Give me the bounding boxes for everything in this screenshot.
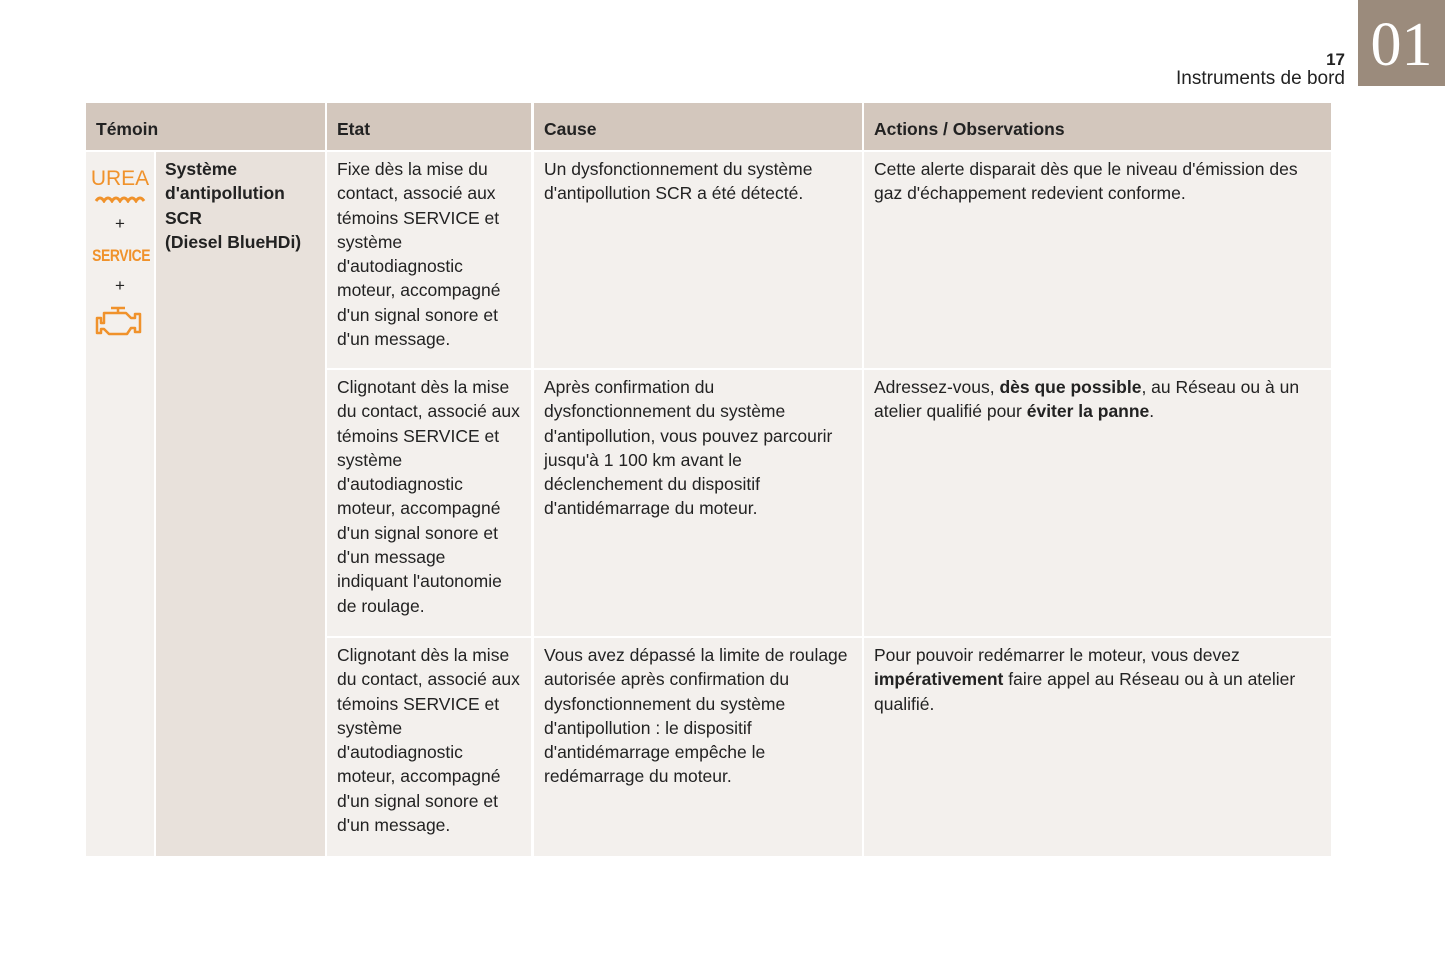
col-header-actions: Actions / Observations	[864, 103, 1331, 150]
action-text: dès que possible	[999, 377, 1142, 397]
page-number: 17	[1326, 50, 1345, 69]
cell-actions	[864, 638, 1331, 856]
plus-sign: +	[115, 214, 125, 233]
col-header-cause: Cause	[534, 103, 862, 150]
action-text: éviter la panne	[1026, 401, 1150, 422]
plus-sign: +	[115, 276, 125, 295]
action-text: , au Réseau ou à un atelier qualifié pour	[874, 377, 1300, 422]
system-line: d'antipollution	[165, 183, 285, 204]
action-text: Cette alerte disparait dès que le niveau d'émission des gaz d'échappement redevient conforme.	[874, 159, 1298, 204]
cell-etat: Fixe dès la mise du contact, associé aux témoins SERVICE et système d'autodiagnostic moteur, accompagné d'un signal sonore et d'un message.	[327, 152, 531, 368]
cell-actions	[864, 370, 1331, 636]
urea-icon: UREA	[90, 167, 150, 190]
chapter-tab: 01	[1358, 0, 1445, 86]
system-line: SCR	[165, 207, 202, 228]
system-line: (Diesel BlueHDi)	[165, 231, 302, 252]
cell-etat: Clignotant dès la mise du contact, associé aux témoins SERVICE et système d'autodiagnostic moteur, accompagné d'un signal sonore et d'un message indiquant l'autonomie de roulage.	[327, 370, 531, 636]
cell-etat: Clignotant dès la mise du contact, associé aux témoins SERVICE et système d'autodiagnostic moteur, accompagné d'un signal sonore et d'un message.	[327, 638, 531, 856]
indicator-icons	[86, 152, 154, 856]
cell-cause: Vous avez dépassé la limite de roulage autorisée après confirmation du dysfonctionnement du système d'antipollution : le dispositif d'antidémarrage empêche le redémarrage du moteur.	[534, 638, 862, 856]
action-text: faire appel au Réseau ou à un atelier qualifié.	[874, 669, 1296, 714]
cell-cause: Un dysfonctionnement du système d'antipollution SCR a été détecté.	[534, 152, 862, 368]
cell-actions	[864, 152, 1331, 368]
section-title: Instruments de bord	[1176, 68, 1345, 89]
system-line: Système	[165, 159, 237, 179]
action-text: impérativement	[874, 669, 1004, 690]
action-text: Pour pouvoir redémarrer le moteur, vous devez	[874, 645, 1240, 665]
cell-cause: Après confirmation du dysfonctionnement du système d'antipollution, vous pouvez parcourir jusqu'à 1 100 km avant le déclenchement du dispositif d'antidémarrage du moteur.	[534, 370, 862, 636]
urea-wave-icon	[94, 195, 146, 203]
col-header-etat: Etat	[327, 103, 531, 150]
action-text: Adressez-vous,	[874, 377, 1000, 397]
col-header-temoin: Témoin	[86, 103, 325, 150]
action-text: .	[1149, 401, 1155, 422]
service-icon: SERVICE	[92, 246, 151, 265]
engine-check-icon	[95, 304, 145, 340]
system-name	[156, 152, 325, 856]
